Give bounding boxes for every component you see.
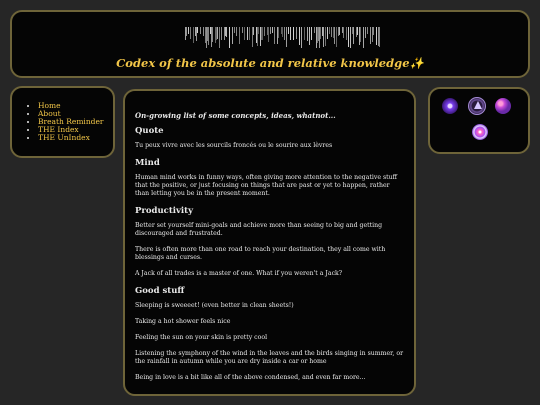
site-title: Codex of the absolute and relative knowledge✨ [116, 56, 424, 70]
nav-panel [10, 86, 115, 158]
nav-link-the-unindex[interactable]: THE UnIndex [38, 133, 90, 142]
nav-item-the-unindex [38, 134, 113, 142]
nav-link-breath-reminder[interactable]: Breath Reminder [38, 117, 104, 126]
badges-panel [428, 87, 530, 154]
paragraph: Taking a hot shower feels nice [135, 318, 231, 325]
paragraph: Being in love is a bit like all of the above condensed, and even far more... [135, 374, 366, 381]
paragraph: Listening the symphony of the wind in the leaves and the birds singing in summer, or the rainfall in autumn while you are dry inside a car or home [135, 350, 404, 365]
intro-text: On-growing list of some concepts, ideas, whatnot... [135, 111, 336, 120]
section-heading: Quote [135, 126, 164, 136]
section-good-stuff [135, 286, 404, 382]
nav-link-home[interactable]: Home [38, 101, 61, 110]
section-heading: Mind [135, 158, 160, 168]
paragraph: Feeling the sun on your skin is pretty cool [135, 334, 268, 341]
nav-list [12, 88, 113, 142]
paragraph: A Jack of all trades is a master of one. What if you weren't a Jack? [135, 270, 343, 277]
purple-galaxy-icon[interactable] [442, 98, 458, 114]
paragraph: There is often more than one road to reach your destination, they all come with blessings and curses. [135, 246, 386, 261]
paragraph: Human mind works in funny ways, often giving more attention to the negative stuff that the positive, or just focusing on things that are past or yet to happen, rather than letting you be in the present moment. [135, 174, 398, 197]
section-heading: Productivity [135, 206, 194, 216]
section-heading: Good stuff [135, 286, 185, 296]
pyramid-eye-icon[interactable] [468, 97, 486, 115]
paragraph: Sleeping is sweeeet! (even better in clean sheets!) [135, 302, 294, 309]
paragraph: Better set yourself mini-goals and achieve more than seeing to big and getting discouraged and frustrated. [135, 222, 383, 237]
cosmic-eye-icon[interactable] [472, 124, 488, 140]
section-mind [135, 158, 404, 198]
glitch-barcode-banner-icon [185, 27, 380, 49]
pink-planet-icon[interactable] [495, 98, 511, 114]
section-quote [135, 126, 404, 150]
nav-link-about[interactable]: About [38, 109, 61, 118]
section-productivity [135, 206, 404, 278]
header-panel [10, 10, 530, 78]
paragraph: Tu peux vivre avec les sourcils froncés ou le sourire aux lèvres [135, 142, 333, 149]
nav-link-the-index[interactable]: THE Index [38, 125, 79, 134]
content-panel [123, 89, 416, 396]
